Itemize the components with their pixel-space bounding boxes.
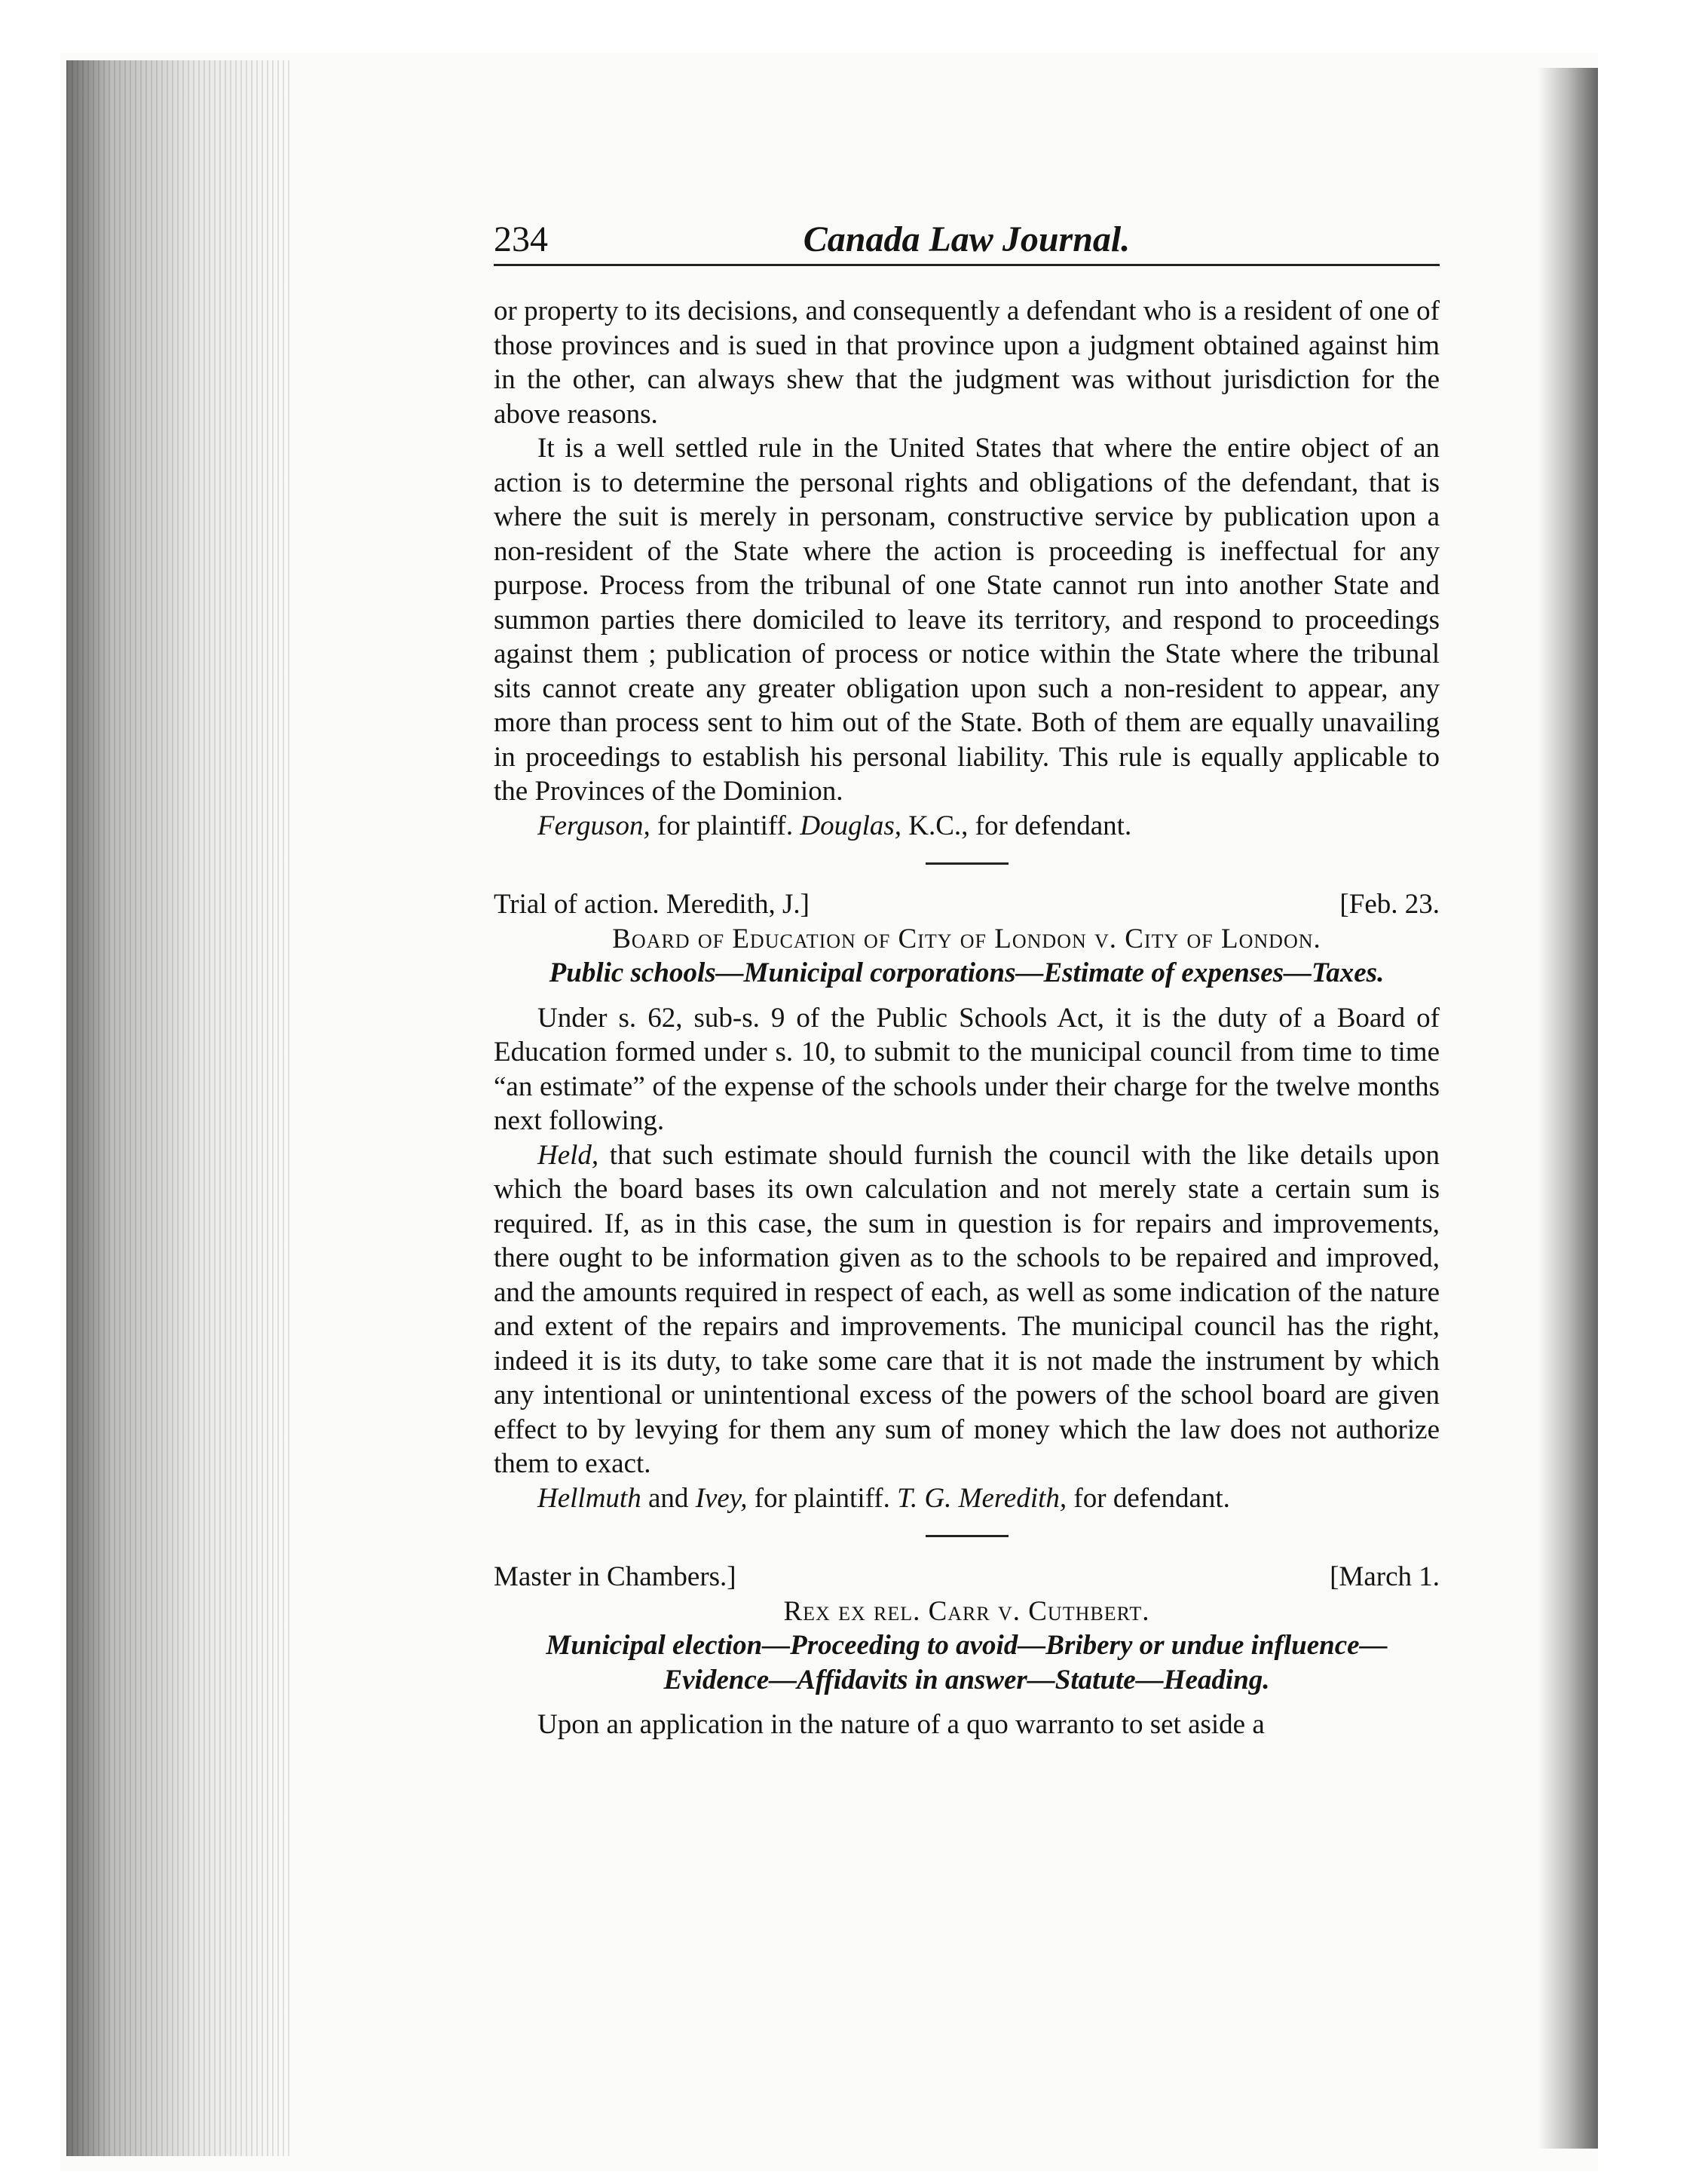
section-divider xyxy=(926,1535,1009,1537)
counsel-text: for plaintiff. xyxy=(747,1482,898,1514)
case-date: [Feb. 23. xyxy=(1339,889,1440,920)
counsel-text: and xyxy=(641,1482,696,1514)
case-court-line xyxy=(494,1560,1440,1594)
case-headnote-line: Municipal election—Proceeding to avoid—Bribery or undue influence— xyxy=(546,1630,1388,1661)
section-divider xyxy=(926,862,1009,865)
counsel-text: for plaintiff. xyxy=(650,810,794,841)
case-court-line xyxy=(494,887,1440,922)
counsel-text: for defendant. xyxy=(1067,1482,1230,1514)
page-body xyxy=(494,294,1440,1742)
book-spine-shadow xyxy=(66,60,292,2156)
case-headnote: Public schools—Municipal corporations—Estimate of expenses—Taxes. xyxy=(549,957,1385,988)
paragraph: or property to its decisions, and consequently a defendant who is a resident of one of those provinces and is sued in that province upon a judgment obtained against him in the other, can always shew that the judgment was without jurisdiction for the above reasons. xyxy=(494,296,1440,430)
case-headnote-line: Evidence—Affidavits in answer—Statute—Heading. xyxy=(663,1664,1270,1695)
counsel-line xyxy=(494,809,1440,844)
counsel-line xyxy=(494,1481,1440,1516)
counsel-text: K.C., for defendant. xyxy=(901,810,1132,841)
counsel-name: Ivey, xyxy=(695,1482,748,1514)
held-word: Held, xyxy=(537,1139,599,1171)
counsel-name: Ferguson, xyxy=(537,810,650,841)
header-rule xyxy=(494,264,1440,266)
counsel-name: Douglas, xyxy=(800,810,902,841)
journal-title: Canada Law Journal. xyxy=(803,219,1131,259)
court-name: Trial of action. Meredith, J.] xyxy=(494,889,810,920)
court-name: Master in Chambers.] xyxy=(494,1561,736,1592)
counsel-name: Hellmuth xyxy=(537,1482,641,1514)
paragraph: Upon an application in the nature of a quo warranto to set aside a xyxy=(537,1709,1265,1740)
case-date: [March 1. xyxy=(1330,1561,1440,1592)
paragraph-text: that such estimate should furnish the council with the like details upon which the board bases its own calculation and not merely state a certain sum is required. If, as in this case, the sum in question is for repairs and improvements, there ought to be information given as to the schools to be repaired and improved, and the amounts required in respect of each, as well as some indication of the nature and extent of the repairs and improvements. The municipal council has the right, indeed it is its duty, to take some care that it is not made the instrument by which any intentional or unintentional excess of the powers of the school board are given effect to by levying for them any sum of money which the law does not authorize them to exact. xyxy=(494,1139,1440,1479)
paragraph: Under s. 62, sub-s. 9 of the Public Schools Act, it is the duty of a Board of Education formed under s. 10, to submit to the municipal council from time to time “an estimate” of the expense of the schools under their charge for the twelve months next following. xyxy=(494,1002,1440,1136)
page-edge-shadow xyxy=(1538,68,1598,2149)
counsel-name: T. G. Meredith, xyxy=(897,1482,1067,1514)
case-title: Board of Education of City of London v. City of London. xyxy=(612,923,1321,954)
paragraph: It is a well settled rule in the United States that where the entire object of an action is to determine the personal rights and obligations of the defendant, that is where the suit is merely in personam, constructive service by publication upon a non-resident of the State where the action is proceeding is ineffectual for any purpose. Process from the tribunal of one State cannot run into another State and summon parties there domiciled to leave its territory, and respond to proceedings against them ; publication of process or notice within the State where the tribunal sits cannot create any greater obligation upon such a non-resident to appear, any more than process sent to him out of the State. Both of them are equally unavailing in proceedings to establish his personal liability. This rule is equally applicable to the Provinces of the Dominion. xyxy=(494,433,1440,807)
case-title: Rex ex rel. Carr v. Cuthbert. xyxy=(783,1595,1150,1627)
paragraph xyxy=(494,1138,1440,1481)
page-number: 234 xyxy=(494,219,548,259)
